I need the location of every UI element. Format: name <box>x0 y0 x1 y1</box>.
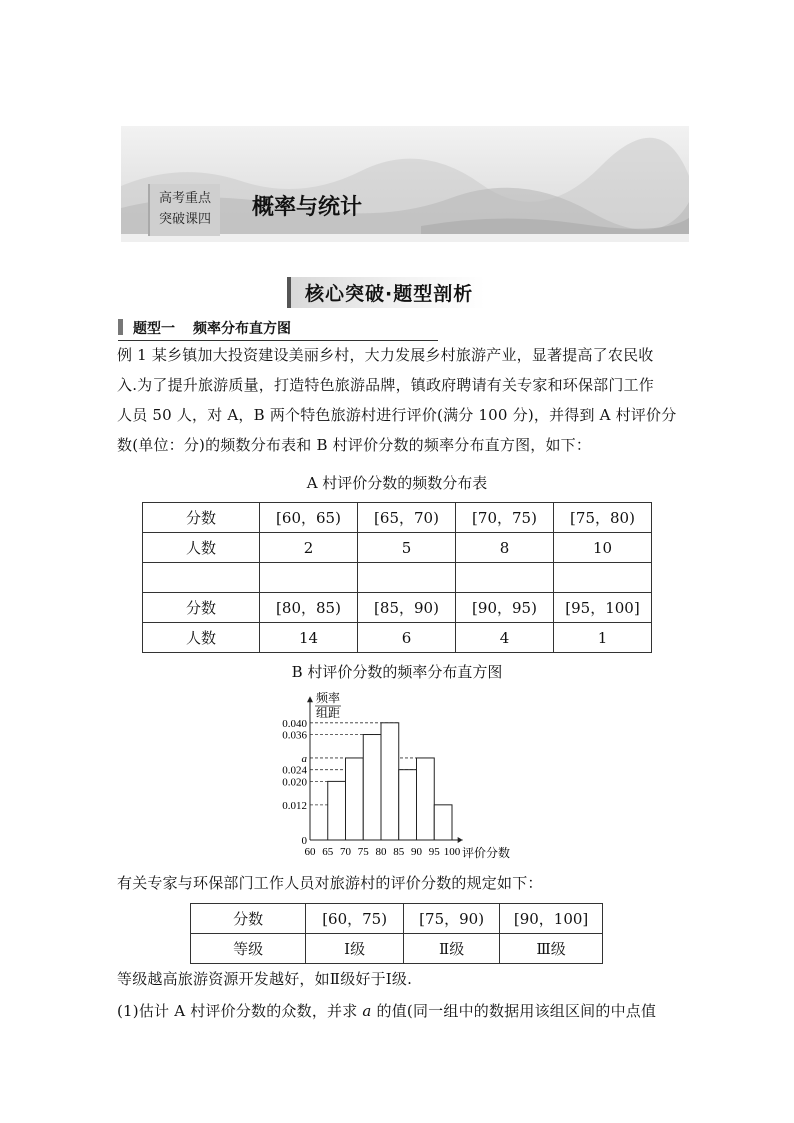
x-tick-label: 100 <box>443 846 461 858</box>
table-cell: 6 <box>358 623 456 653</box>
table-cell: 等级 <box>191 934 306 964</box>
x-tick-label: 95 <box>428 846 440 858</box>
y-tick-label: a <box>301 752 307 765</box>
table-cell: [85，90) <box>358 593 456 623</box>
type-name: 频率分布直方图 <box>193 321 291 337</box>
table-row <box>143 623 652 653</box>
table-cell: 分数 <box>143 593 260 623</box>
table-cell: 14 <box>260 623 358 653</box>
table-row <box>143 593 652 623</box>
example-line-3: 人员 50 人，对 A，B 两个特色旅游村进行评价(满分 100 分)，并得到 A 村评价分 <box>117 406 677 424</box>
table-cell: 5 <box>358 533 456 563</box>
table-row <box>143 503 652 533</box>
y-axis-arrow-icon <box>307 696 313 702</box>
y-axis-label-top: 频率 <box>316 691 341 705</box>
table-cell <box>554 563 652 593</box>
table-cell: 人数 <box>143 623 260 653</box>
table-cell: [95，100] <box>554 593 652 623</box>
type-label: 题型一 <box>133 321 175 337</box>
question-1 <box>117 996 683 1026</box>
rules-intro: 有关专家与环保部门工作人员对旅游村的评价分数的规定如下： <box>117 874 543 892</box>
type-heading <box>118 318 438 341</box>
question-1-prefix: (1)估计 A 村评价分数的众数，并求 <box>117 1002 363 1020</box>
section-title: 核心突破·题型剖析 <box>287 277 485 308</box>
table-cell <box>143 563 260 593</box>
histogram-bar <box>417 758 435 840</box>
chapter-banner <box>121 126 689 242</box>
y-tick-label: 0 <box>301 835 307 847</box>
x-tick-label: 60 <box>304 846 316 858</box>
question-1-variable: a <box>362 1002 372 1020</box>
table-row <box>143 563 652 593</box>
table-cell: 8 <box>456 533 554 563</box>
y-axis-label-bottom: 组距 <box>316 706 341 720</box>
frequency-histogram <box>268 686 530 864</box>
table-cell: [65，70) <box>358 503 456 533</box>
x-tick-label: 85 <box>393 846 405 858</box>
table-cell: 人数 <box>143 533 260 563</box>
x-tick-label: 80 <box>375 846 387 858</box>
table-row <box>143 533 652 563</box>
table-cell: Ⅲ级 <box>500 934 603 964</box>
table-cell: [90，95) <box>456 593 554 623</box>
chart-caption: B 村评价分数的频率分布直方图 <box>291 663 503 681</box>
table-a-caption: A 村评价分数的频数分布表 <box>306 474 488 492</box>
y-tick-label: 0.012 <box>282 799 307 812</box>
y-tick-label: 0.040 <box>282 717 307 730</box>
y-tick-label: 0.024 <box>282 764 307 777</box>
example-line-1: 例 1 某乡镇加大投资建设美丽乡村，大力发展乡村旅游产业，显著提高了农民收 <box>117 346 654 364</box>
table-cell: 分数 <box>191 904 306 934</box>
table-row <box>191 904 603 934</box>
table-cell: [75，90) <box>404 904 500 934</box>
histogram-bar <box>381 723 399 840</box>
table-cell: [70，75) <box>456 503 554 533</box>
table-cell: Ⅱ级 <box>404 934 500 964</box>
table-cell: Ⅰ级 <box>306 934 404 964</box>
histogram-bar <box>434 805 452 840</box>
table-cell: 4 <box>456 623 554 653</box>
x-tick-label: 70 <box>340 846 351 858</box>
example-line-4: 数(单位：分)的频数分布表和 B 村评价分数的频率分布直方图，如下： <box>117 436 592 454</box>
table-cell: [90，100] <box>500 904 603 934</box>
table-cell: [80，85) <box>260 593 358 623</box>
table-cell <box>456 563 554 593</box>
heading-bar-icon <box>118 319 123 335</box>
table-cell: [60，65) <box>260 503 358 533</box>
table-cell: [60，75) <box>306 904 404 934</box>
table-cell <box>260 563 358 593</box>
x-tick-label: 65 <box>322 846 334 858</box>
x-tick-label: 90 <box>411 846 422 858</box>
table-a <box>142 502 652 653</box>
x-axis-arrow-icon <box>458 837 463 843</box>
table-cell: 分数 <box>143 503 260 533</box>
chapter-badge <box>148 184 220 236</box>
question-1-suffix: 的值(同一组中的数据用该组区间的中点值 <box>371 1002 657 1020</box>
histogram-bar <box>363 735 381 840</box>
table-cell: 2 <box>260 533 358 563</box>
y-tick-label: 0.020 <box>282 776 307 789</box>
table-cell: [75，80) <box>554 503 652 533</box>
x-axis-label: 评价分数 <box>462 846 511 860</box>
table-cell: 1 <box>554 623 652 653</box>
table-b <box>190 903 603 964</box>
table-cell <box>358 563 456 593</box>
table-row <box>191 934 603 964</box>
table-cell: 10 <box>554 533 652 563</box>
chapter-title: 概率与统计 <box>252 195 363 220</box>
example-line-2: 入.为了提升旅游质量，打造特色旅游品牌，镇政府聘请有关专家和环保部门工作 <box>117 376 654 394</box>
y-tick-label: 0.036 <box>282 729 307 742</box>
badge-line2: 突破课四 <box>158 212 211 227</box>
x-tick-label: 75 <box>357 846 369 858</box>
rules-note: 等级越高旅游资源开发越好，如Ⅱ级好于Ⅰ级. <box>117 970 413 988</box>
histogram-bar <box>399 770 417 840</box>
histogram-bar <box>346 758 364 840</box>
badge-line1: 高考重点 <box>158 191 211 206</box>
histogram-bar <box>328 781 346 840</box>
